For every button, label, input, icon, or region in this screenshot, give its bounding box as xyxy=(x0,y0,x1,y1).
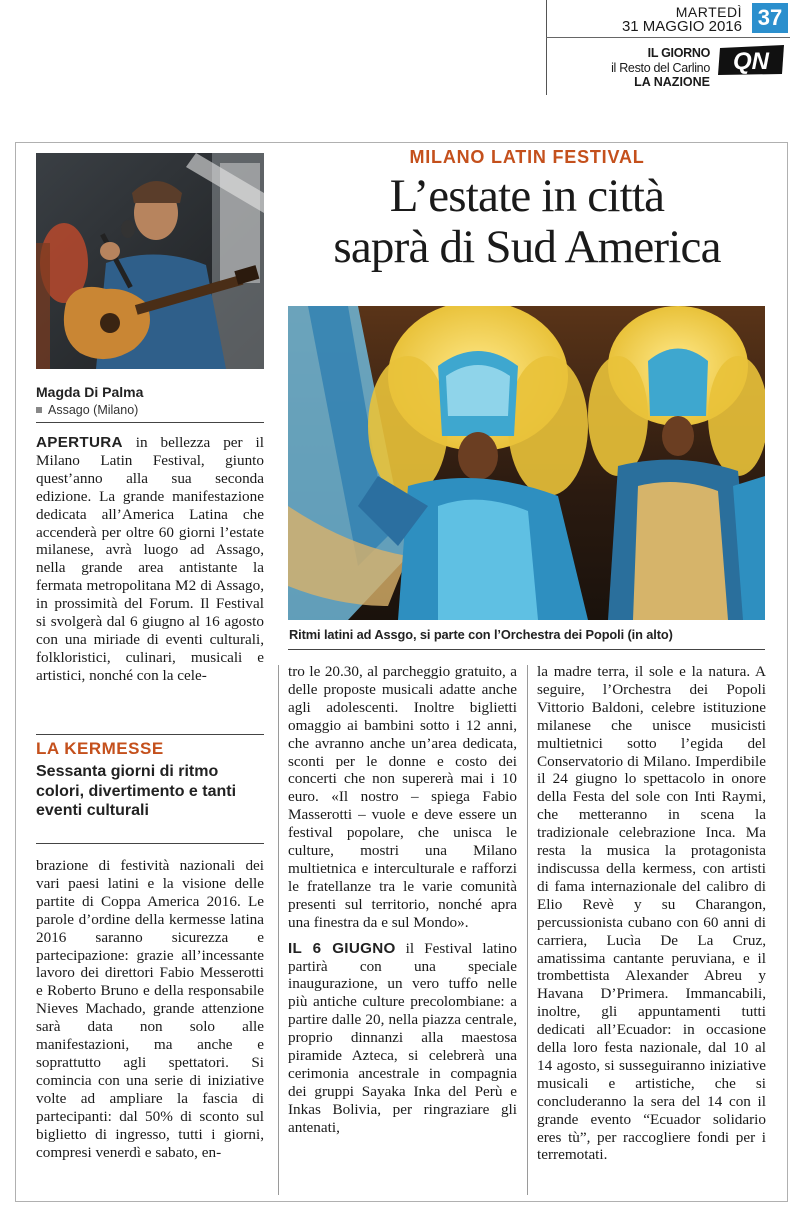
newspaper-brands xyxy=(560,46,710,90)
sidebar-rule-bottom xyxy=(36,843,264,844)
column-separator-2 xyxy=(527,665,528,1195)
brand-il-giorno: IL GIORNO xyxy=(647,46,710,60)
column-2 xyxy=(288,663,517,1137)
headline-line-1: L’estate in città xyxy=(389,170,665,222)
column-1-top xyxy=(36,434,264,685)
sidebar-rule-top xyxy=(36,734,264,735)
page-number-badge: 37 xyxy=(752,3,788,33)
caption-rule xyxy=(288,649,765,650)
location-text: Assago (Milano) xyxy=(48,403,139,417)
author-rule xyxy=(36,422,264,423)
column-2-text-1: tro le 20.30, al parcheggio gratuito, a delle proposte musicali adatte anche agli adolescenti. Inoltre biglietti omaggio ai bambini sotto i 12 anni, che avranno anche un’area dedicata, sconti per le donne e costo dei concerti che non supererà mai i 10 euro. «Il nostro – spiega Fabio Masserotti – vuole e deve essere un festival popolare, che unisca le culture, mostri una Milano multietnica e interculturale e rafforzi le fratellanze tra le varie comunità presenti sul territorio, nonché apra una finestra da e sul Mondo». xyxy=(288,663,517,931)
brand-la-nazione: LA NAZIONE xyxy=(634,75,710,89)
author-location xyxy=(36,403,138,417)
guitarist-photo xyxy=(36,153,264,369)
kicker: MILANO LATIN FESTIVAL xyxy=(409,147,645,167)
column-3-text: la madre terra, il sole e la natura. A seguire, l’Orchestra dei Popoli Vittorio Baldoni, celebre istituzione milanese che unisce musicisti multietnici sotto l’egida del Conservatorio di Milano. Imperdibile il 24 giugno lo spettacolo in onore della Festa del sole con Inti Raymi, che metteranno in scena la tradizionale celebrazione Inca. Ma resta la musica la protagonista indiscussa della kermess, con artisti di fama internazionale del calibro di Elio Revè y su Charangon, percussionista cubano con 60 anni di carriera, Lucìa De La Cruz, amatissima cantante peruviana, e il trombettista Alexander Abreu y Havana D’Primera. Immancabili, inoltre, gli appuntamenti tutti dedicati all’Ecuador: in occasione della loro festa nazionale, dal 10 al 14 agosto, si susseguiranno iniziative musicali e artistiche, che si concluderanno la sera del 14 con il grande evento “Ecuador solidario eres tù”, per raccogliere fondi per i terremotati. xyxy=(537,663,766,1164)
author-name: Magda Di Palma xyxy=(36,384,144,400)
lead-il-6-giugno: IL 6 GIUGNO xyxy=(288,939,396,957)
column-1-lead-text: in bellezza per il Milano Latin Festival, giunto quest’anno alla sua seconda edizione. La grande manifestazione dedicata all’America Latina che accenderà per oltre 60 giorni l’estate milanese, avrà luogo ad Assago, nella grande area antistante la fermata metropolitana M2 di Assago, in prossimità del Forum. Il Festival si svolgerà dal 6 giugno al 16 agosto con una miriade di eventi culturali, folkloristici, culinari, musicali e artistici, nonché con la cele- xyxy=(36,434,264,684)
header-divider xyxy=(546,0,547,95)
photo-caption: Ritmi latini ad Assgo, si parte con l’Orchestra dei Popoli (in alto) xyxy=(289,627,673,642)
svg-text:QN: QN xyxy=(733,48,769,75)
headline-line-2: saprà di Sud America xyxy=(333,221,721,273)
headline xyxy=(288,171,766,273)
location-bullet xyxy=(36,407,42,413)
column-2-text-2: il Festival latino partirà con una speciale inaugurazione, un vero tuffo nelle più antiche culture precolombiane: a partire dalle 20, nella piazza centrale, proprio dinnanzi alla maestosa piramide Azteca, si celebrerà una cerimonia ancestrale in compagnia dei gruppi Sayaka Inka del Perù e Inkas Bolivia, per ringraziare gli antenati, xyxy=(288,939,517,1136)
brand-resto-del-carlino: il Resto del Carlino xyxy=(611,60,710,75)
column-1-continued-text: brazione di festività nazionali dei vari paesi latini e la visione delle partite di Coppa America 2016. Le parole d’ordine della kermesse latina 2016 saranno sicurezza e partecipazione: grazie all’incessante lavoro dei direttori Fabio Messerotti e Roberto Bruno e della responsabile Nieves Machado, grande attenzione sarà data non solo alle manifestazioni, ma anche e soprattutto agli spettatori. Si comincia con una serie di iniziative volte ad ampliare la fascia di partecipanti: dal 50% di sconto sul biglietto di ingresso, tutti i giorni, compresi venerdì e sabato, en- xyxy=(36,857,264,1161)
column-separator-1 xyxy=(278,665,279,1195)
column-3 xyxy=(537,663,766,1164)
carnival-dancers-photo xyxy=(288,306,765,620)
header-day: MARTEDÌ xyxy=(675,4,742,20)
header-date: 31 MAGGIO 2016 xyxy=(621,18,742,35)
qn-logo xyxy=(716,43,788,77)
sidebar-label: LA KERMESSE xyxy=(36,739,164,758)
sidebar-subtitle: Sessanta giorni di ritmo colori, divertimento e tanti eventi culturali xyxy=(36,763,237,819)
column-1-bottom xyxy=(36,857,264,1161)
header-rule xyxy=(546,37,790,38)
lead-apertura: APERTURA xyxy=(36,434,123,451)
